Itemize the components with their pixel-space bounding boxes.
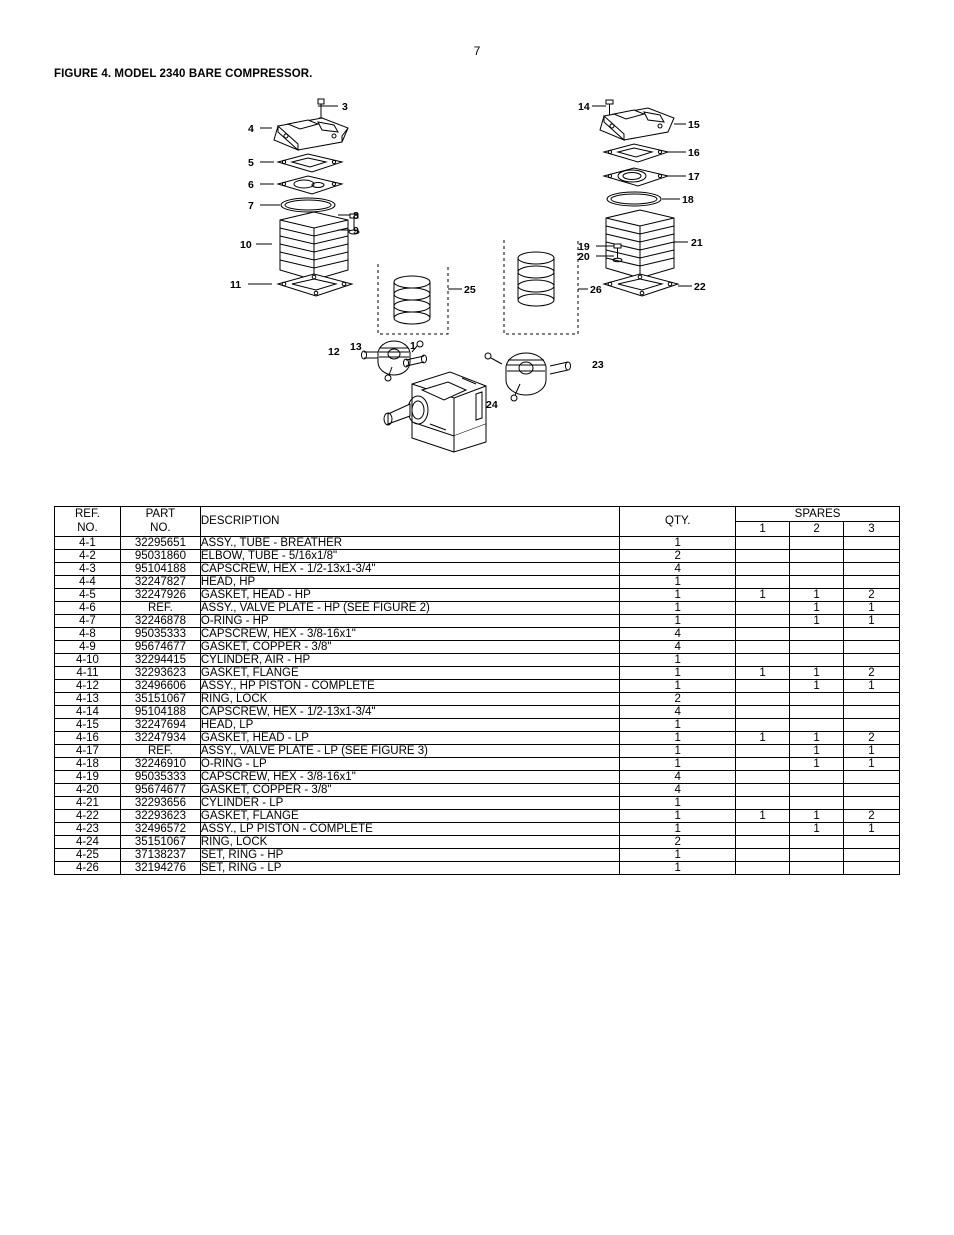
cell-description: RING, LOCK	[200, 692, 619, 705]
cell-ref-no: 4-8	[55, 627, 121, 640]
cell-spare-3: 1	[844, 757, 900, 770]
svg-text:10: 10	[240, 239, 252, 251]
cell-spare-2	[790, 536, 844, 549]
cell-description: GASKET, HEAD - HP	[200, 588, 619, 601]
cell-qty: 4	[620, 627, 736, 640]
cell-spare-1	[736, 848, 790, 861]
cell-part-no: 32293656	[120, 796, 200, 809]
cell-part-no: 32194276	[120, 861, 200, 874]
cell-spare-1: 1	[736, 666, 790, 679]
cell-qty: 2	[620, 835, 736, 848]
cell-spare-2: 1	[790, 731, 844, 744]
cell-qty: 1	[620, 601, 736, 614]
cell-qty: 1	[620, 744, 736, 757]
header-ref-line1: REF.	[75, 508, 100, 520]
cell-spare-3	[844, 640, 900, 653]
table-row	[55, 809, 900, 822]
table-header	[55, 507, 900, 537]
cell-qty: 1	[620, 666, 736, 679]
cell-part-no: 32246910	[120, 757, 200, 770]
table-row	[55, 640, 900, 653]
cell-spare-3	[844, 718, 900, 731]
cell-spare-2: 1	[790, 588, 844, 601]
cell-spare-3	[844, 705, 900, 718]
cell-spare-2	[790, 770, 844, 783]
cell-ref-no: 4-16	[55, 731, 121, 744]
cell-spare-3	[844, 770, 900, 783]
header-part-no	[120, 507, 200, 537]
cell-part-no: REF.	[120, 601, 200, 614]
cell-spare-1	[736, 770, 790, 783]
cell-ref-no: 4-18	[55, 757, 121, 770]
cell-spare-2: 1	[790, 744, 844, 757]
svg-text:23: 23	[592, 359, 604, 371]
cell-spare-1	[736, 861, 790, 874]
cell-description: GASKET, FLANGE	[200, 666, 619, 679]
cell-spare-1	[736, 536, 790, 549]
svg-text:4: 4	[248, 123, 254, 135]
cell-spare-3: 1	[844, 601, 900, 614]
cell-spare-2	[790, 549, 844, 562]
cell-qty: 1	[620, 796, 736, 809]
header-ref-no	[55, 507, 121, 537]
cell-spare-3	[844, 549, 900, 562]
table-row	[55, 575, 900, 588]
svg-text:18: 18	[682, 194, 694, 206]
cell-description: O-RING - LP	[200, 757, 619, 770]
svg-text:21: 21	[691, 237, 703, 249]
svg-text:9: 9	[353, 225, 359, 237]
cell-spare-3: 2	[844, 809, 900, 822]
cell-spare-1	[736, 796, 790, 809]
cell-spare-2	[790, 861, 844, 874]
cell-description: HEAD, LP	[200, 718, 619, 731]
cell-spare-3	[844, 562, 900, 575]
cell-description: ELBOW, TUBE - 5/16x1/8"	[200, 549, 619, 562]
cell-spare-2: 1	[790, 601, 844, 614]
cell-spare-1	[736, 705, 790, 718]
cell-spare-3	[844, 835, 900, 848]
svg-text:26: 26	[590, 284, 602, 296]
cell-spare-1: 1	[736, 731, 790, 744]
table-row	[55, 549, 900, 562]
cell-part-no: 32294415	[120, 653, 200, 666]
svg-text:24: 24	[486, 399, 498, 411]
cell-part-no: 32247694	[120, 718, 200, 731]
svg-text:8: 8	[353, 210, 359, 222]
cell-ref-no: 4-12	[55, 679, 121, 692]
cell-spare-1	[736, 549, 790, 562]
table-row	[55, 783, 900, 796]
cell-part-no: REF.	[120, 744, 200, 757]
cell-ref-no: 4-2	[55, 549, 121, 562]
cell-ref-no: 4-17	[55, 744, 121, 757]
cell-spare-2	[790, 692, 844, 705]
cell-spare-2	[790, 783, 844, 796]
table-row	[55, 666, 900, 679]
cell-qty: 4	[620, 770, 736, 783]
cell-ref-no: 4-14	[55, 705, 121, 718]
svg-text:5: 5	[248, 157, 254, 169]
cell-ref-no: 4-3	[55, 562, 121, 575]
cell-spare-2	[790, 640, 844, 653]
cell-ref-no: 4-21	[55, 796, 121, 809]
cell-part-no: 95104188	[120, 562, 200, 575]
cell-qty: 4	[620, 640, 736, 653]
cell-qty: 1	[620, 861, 736, 874]
cell-part-no: 32496606	[120, 679, 200, 692]
svg-text:16: 16	[688, 147, 700, 159]
cell-part-no: 37138237	[120, 848, 200, 861]
cell-qty: 1	[620, 653, 736, 666]
cell-spare-3: 1	[844, 614, 900, 627]
header-spare-3: 3	[844, 521, 900, 536]
cell-spare-3	[844, 653, 900, 666]
table-row	[55, 601, 900, 614]
cell-ref-no: 4-9	[55, 640, 121, 653]
page-number: 7	[473, 44, 481, 58]
cell-spare-1	[736, 614, 790, 627]
exploded-parts-diagram	[210, 84, 750, 484]
cell-spare-3: 2	[844, 731, 900, 744]
header-part-line2: NO.	[150, 522, 171, 535]
header-qty: QTY.	[620, 507, 736, 537]
svg-text:22: 22	[694, 281, 706, 293]
cell-description: ASSY., VALVE PLATE - HP (SEE FIGURE 2)	[200, 601, 619, 614]
cell-ref-no: 4-10	[55, 653, 121, 666]
cell-spare-3: 1	[844, 679, 900, 692]
cell-description: CAPSCREW, HEX - 1/2-13x1-3/4"	[200, 562, 619, 575]
cell-qty: 2	[620, 549, 736, 562]
svg-text:11: 11	[230, 279, 242, 291]
cell-spare-3	[844, 783, 900, 796]
cell-spare-1	[736, 627, 790, 640]
svg-text:13: 13	[350, 341, 362, 353]
cell-spare-2	[790, 848, 844, 861]
svg-text:20: 20	[578, 251, 590, 263]
table-row	[55, 861, 900, 874]
cell-spare-3	[844, 796, 900, 809]
cell-spare-1: 1	[736, 809, 790, 822]
cell-spare-1	[736, 692, 790, 705]
table-row	[55, 796, 900, 809]
cell-qty: 4	[620, 705, 736, 718]
table-row	[55, 757, 900, 770]
cell-spare-3	[844, 848, 900, 861]
cell-qty: 1	[620, 588, 736, 601]
cell-spare-1: 1	[736, 588, 790, 601]
table-row	[55, 705, 900, 718]
cell-ref-no: 4-13	[55, 692, 121, 705]
cell-description: CYLINDER, AIR - HP	[200, 653, 619, 666]
cell-description: GASKET, COPPER - 3/8"	[200, 783, 619, 796]
table-row	[55, 588, 900, 601]
cell-ref-no: 4-24	[55, 835, 121, 848]
cell-qty: 1	[620, 679, 736, 692]
cell-spare-1	[736, 718, 790, 731]
cell-qty: 1	[620, 614, 736, 627]
cell-description: ASSY., LP PISTON - COMPLETE	[200, 822, 619, 835]
header-part-line1: PART	[145, 508, 176, 520]
cell-qty: 1	[620, 718, 736, 731]
cell-qty: 1	[620, 536, 736, 549]
cell-spare-2	[790, 796, 844, 809]
cell-spare-2: 1	[790, 757, 844, 770]
table-row	[55, 562, 900, 575]
cell-spare-1	[736, 562, 790, 575]
cell-qty: 1	[620, 757, 736, 770]
cell-ref-no: 4-19	[55, 770, 121, 783]
table-row	[55, 744, 900, 757]
parts-table	[54, 506, 900, 875]
cell-description: O-RING - HP	[200, 614, 619, 627]
cell-description: RING, LOCK	[200, 835, 619, 848]
cell-description: GASKET, HEAD - LP	[200, 731, 619, 744]
cell-spare-2: 1	[790, 614, 844, 627]
cell-ref-no: 4-5	[55, 588, 121, 601]
cell-spare-2: 1	[790, 679, 844, 692]
cell-spare-3: 2	[844, 588, 900, 601]
cell-ref-no: 4-26	[55, 861, 121, 874]
header-description: DESCRIPTION	[200, 507, 619, 537]
table-row	[55, 822, 900, 835]
table-row	[55, 848, 900, 861]
cell-ref-no: 4-6	[55, 601, 121, 614]
cell-spare-1	[736, 744, 790, 757]
cell-description: ASSY., HP PISTON - COMPLETE	[200, 679, 619, 692]
cell-spare-2: 1	[790, 809, 844, 822]
cell-part-no: 32295651	[120, 536, 200, 549]
cell-description: CAPSCREW, HEX - 3/8-16x1"	[200, 627, 619, 640]
table-row	[55, 731, 900, 744]
cell-part-no: 32247934	[120, 731, 200, 744]
table-row	[55, 692, 900, 705]
parts-table-container	[54, 506, 900, 875]
svg-text:14: 14	[578, 101, 590, 113]
cell-description: ASSY., VALVE PLATE - LP (SEE FIGURE 3)	[200, 744, 619, 757]
svg-text:25: 25	[464, 284, 476, 296]
cell-spare-1	[736, 601, 790, 614]
cell-qty: 1	[620, 848, 736, 861]
cell-qty: 4	[620, 783, 736, 796]
cell-spare-1	[736, 653, 790, 666]
cell-spare-2: 1	[790, 666, 844, 679]
cell-spare-2	[790, 653, 844, 666]
cell-ref-no: 4-4	[55, 575, 121, 588]
svg-text:3: 3	[342, 101, 348, 113]
cell-spare-2	[790, 835, 844, 848]
cell-spare-1	[736, 679, 790, 692]
cell-description: CAPSCREW, HEX - 3/8-16x1"	[200, 770, 619, 783]
cell-spare-3	[844, 692, 900, 705]
cell-qty: 1	[620, 731, 736, 744]
svg-text:6: 6	[248, 179, 254, 191]
cell-spare-1	[736, 822, 790, 835]
cell-part-no: 95674677	[120, 783, 200, 796]
cell-part-no: 32293623	[120, 809, 200, 822]
cell-spare-3	[844, 627, 900, 640]
cell-part-no: 95035333	[120, 770, 200, 783]
cell-description: HEAD, HP	[200, 575, 619, 588]
cell-part-no: 32246878	[120, 614, 200, 627]
cell-spare-2	[790, 575, 844, 588]
cell-description: GASKET, FLANGE	[200, 809, 619, 822]
cell-ref-no: 4-23	[55, 822, 121, 835]
svg-text:17: 17	[688, 171, 700, 183]
svg-text:19: 19	[578, 241, 590, 253]
table-row	[55, 614, 900, 627]
cell-qty: 4	[620, 562, 736, 575]
cell-ref-no: 4-25	[55, 848, 121, 861]
cell-ref-no: 4-20	[55, 783, 121, 796]
cell-description: SET, RING - HP	[200, 848, 619, 861]
svg-text:15: 15	[688, 119, 700, 131]
cell-description: CAPSCREW, HEX - 1/2-13x1-3/4"	[200, 705, 619, 718]
table-row	[55, 718, 900, 731]
cell-spare-3: 1	[844, 822, 900, 835]
cell-spare-2	[790, 562, 844, 575]
cell-ref-no: 4-1	[55, 536, 121, 549]
cell-qty: 1	[620, 822, 736, 835]
svg-text:7: 7	[248, 200, 254, 212]
cell-part-no: 95031860	[120, 549, 200, 562]
cell-part-no: 35151067	[120, 692, 200, 705]
cell-ref-no: 4-11	[55, 666, 121, 679]
cell-description: ASSY., TUBE - BREATHER	[200, 536, 619, 549]
cell-spare-1	[736, 575, 790, 588]
cell-spare-2	[790, 627, 844, 640]
cell-spare-2: 1	[790, 822, 844, 835]
table-row	[55, 536, 900, 549]
cell-part-no: 95674677	[120, 640, 200, 653]
table-row	[55, 679, 900, 692]
table-row	[55, 627, 900, 640]
cell-qty: 1	[620, 809, 736, 822]
cell-part-no: 95104188	[120, 705, 200, 718]
figure-title: FIGURE 4. MODEL 2340 BARE COMPRESSOR.	[54, 68, 313, 80]
cell-ref-no: 4-22	[55, 809, 121, 822]
cell-spare-1	[736, 783, 790, 796]
cell-spare-3	[844, 861, 900, 874]
cell-part-no: 35151067	[120, 835, 200, 848]
table-row	[55, 770, 900, 783]
svg-text:12: 12	[328, 346, 340, 358]
table-body	[55, 536, 900, 874]
header-spares: SPARES	[736, 507, 900, 522]
cell-description: GASKET, COPPER - 3/8"	[200, 640, 619, 653]
svg-text:1: 1	[410, 340, 416, 352]
cell-part-no: 32247926	[120, 588, 200, 601]
header-ref-line2: NO.	[77, 522, 98, 535]
cell-description: CYLINDER - LP	[200, 796, 619, 809]
table-row	[55, 835, 900, 848]
cell-part-no: 95035333	[120, 627, 200, 640]
cell-spare-3	[844, 575, 900, 588]
cell-qty: 2	[620, 692, 736, 705]
cell-ref-no: 4-15	[55, 718, 121, 731]
cell-spare-2	[790, 718, 844, 731]
cell-spare-3: 1	[844, 744, 900, 757]
cell-spare-1	[736, 757, 790, 770]
cell-spare-3: 2	[844, 666, 900, 679]
cell-qty: 1	[620, 575, 736, 588]
cell-part-no: 32496572	[120, 822, 200, 835]
cell-ref-no: 4-7	[55, 614, 121, 627]
table-row	[55, 653, 900, 666]
header-spare-1: 1	[736, 521, 790, 536]
cell-spare-1	[736, 640, 790, 653]
cell-description: SET, RING - LP	[200, 861, 619, 874]
cell-spare-2	[790, 705, 844, 718]
cell-spare-3	[844, 536, 900, 549]
header-spare-2: 2	[790, 521, 844, 536]
cell-part-no: 32293623	[120, 666, 200, 679]
cell-spare-1	[736, 835, 790, 848]
cell-part-no: 32247827	[120, 575, 200, 588]
